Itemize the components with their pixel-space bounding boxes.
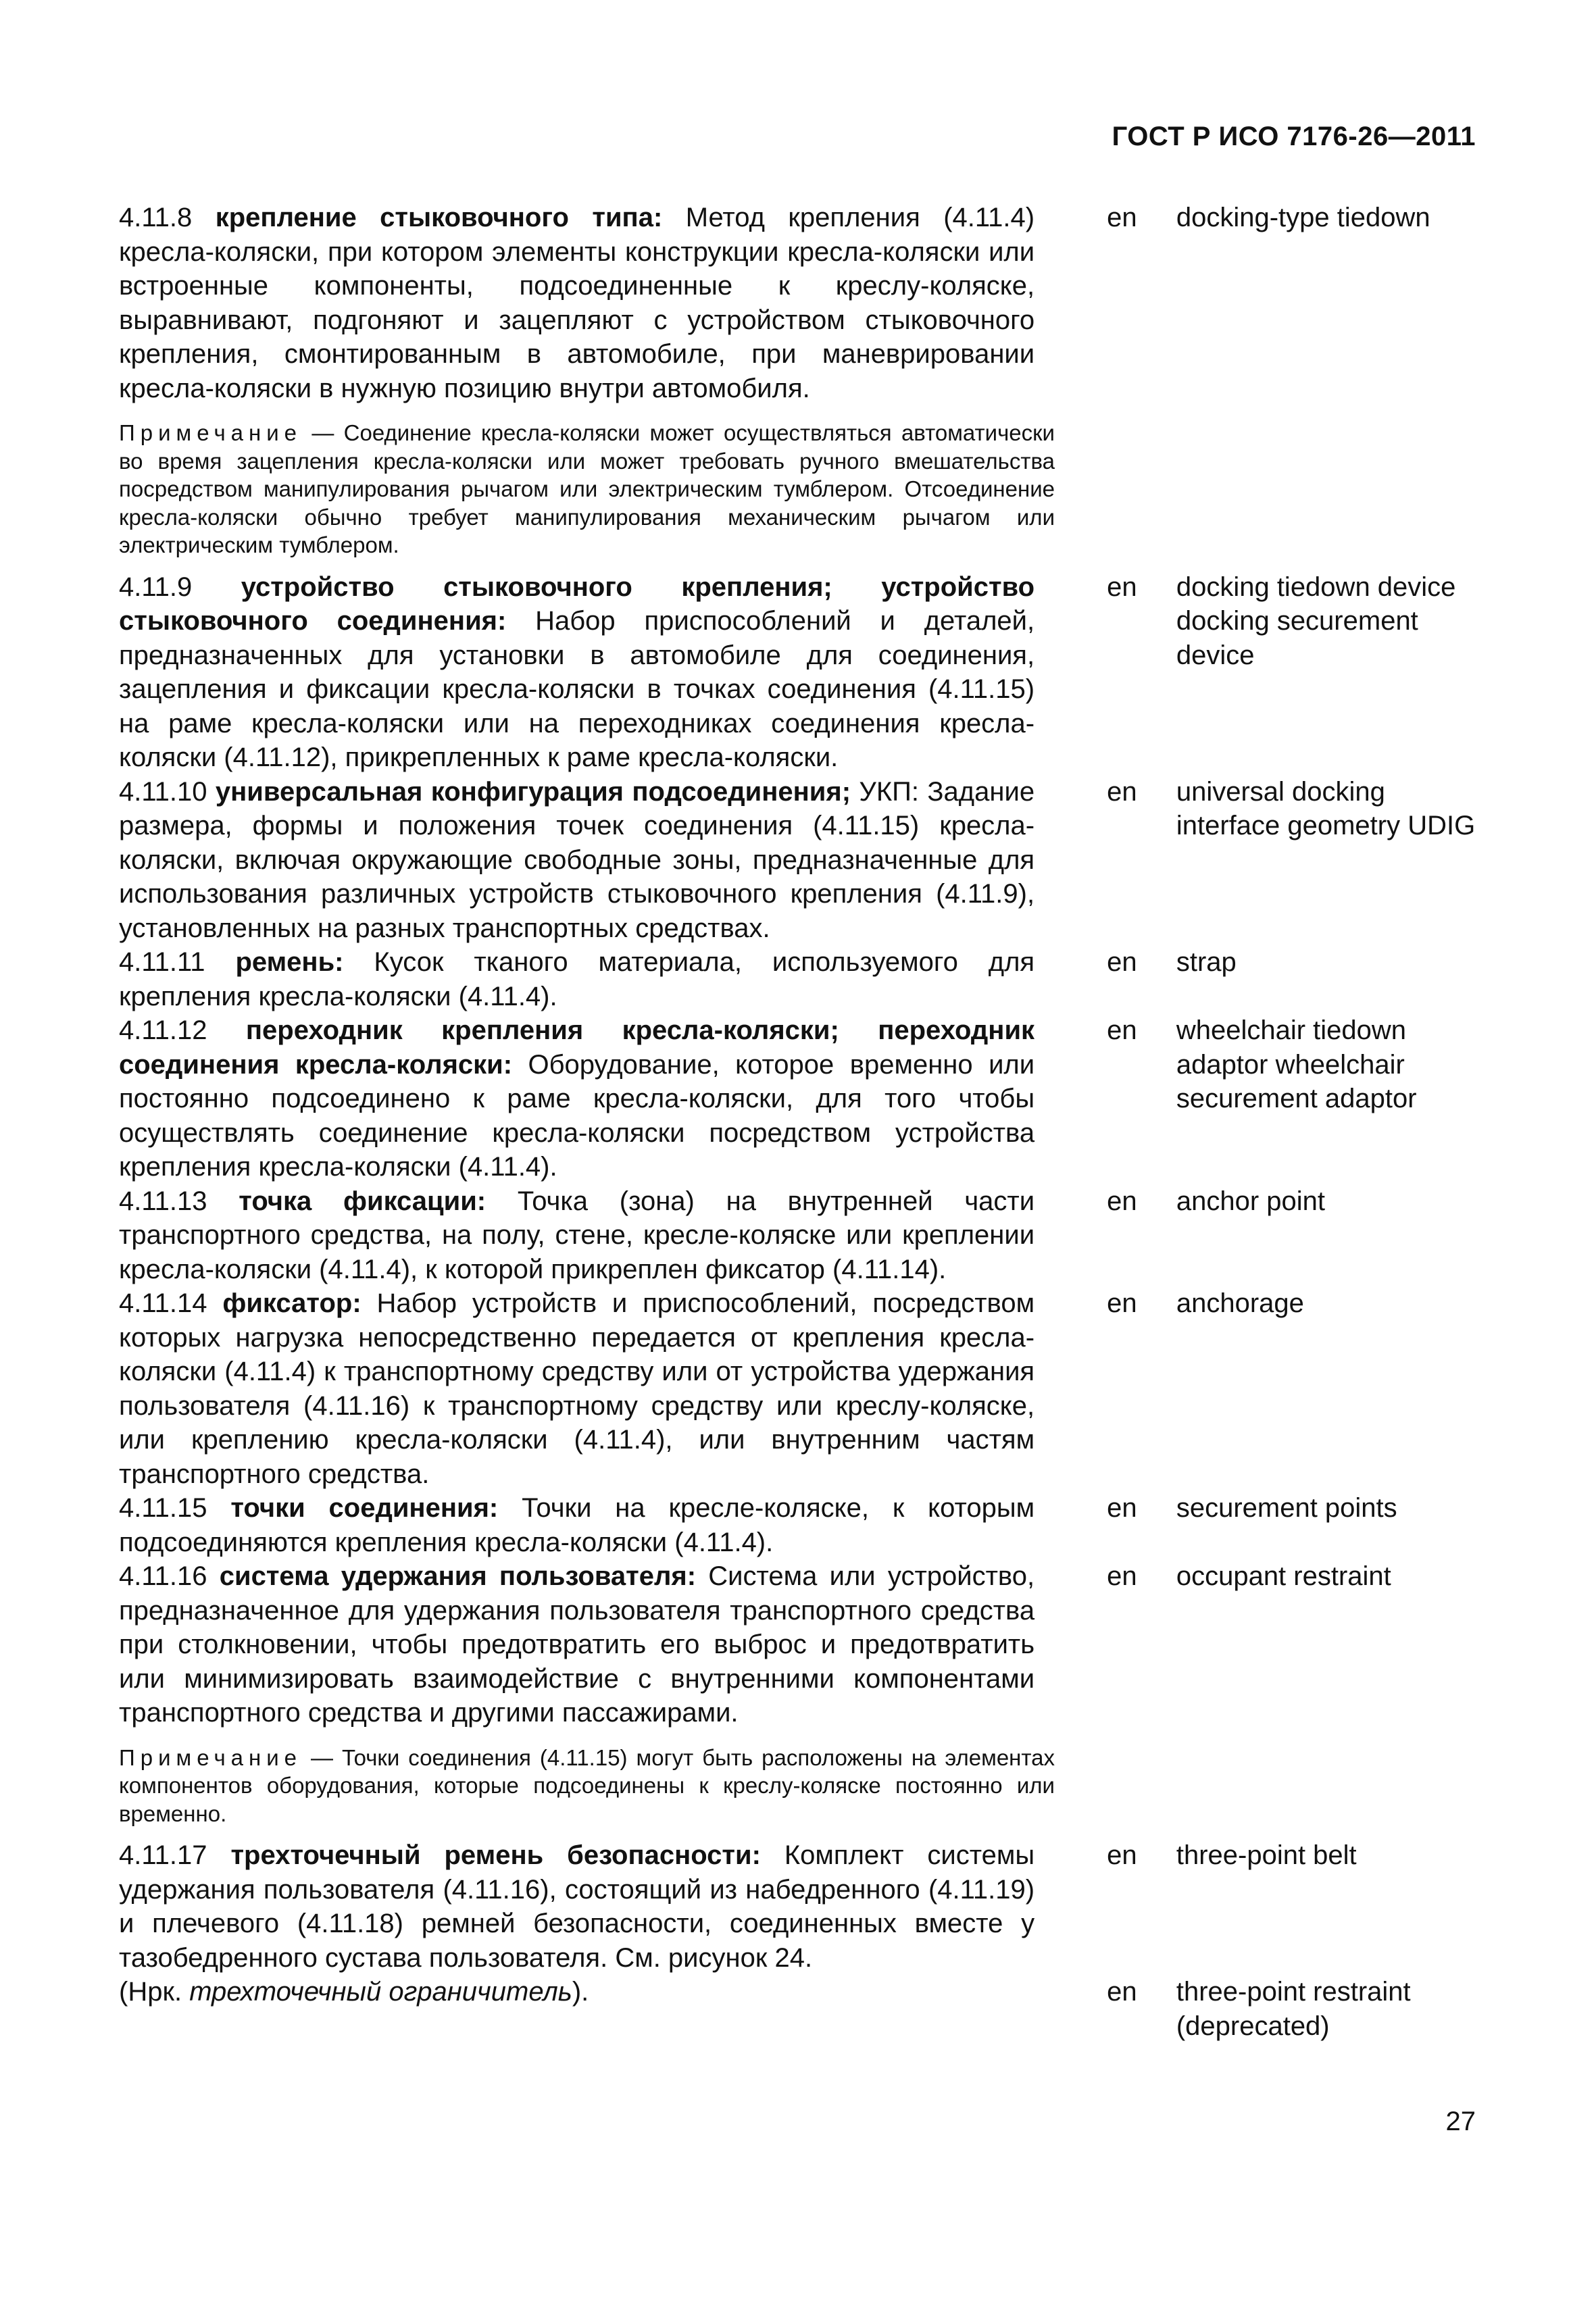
note	[119, 419, 1055, 559]
note-label: Примечание	[119, 420, 303, 445]
language-code: en	[1107, 203, 1137, 232]
deprecated-suffix: ).	[572, 1977, 589, 2007]
term-number: 4.11.11	[119, 947, 205, 977]
deprecated-term-name: трехточечный ограничитель	[189, 1977, 572, 2007]
term-number: 4.11.17	[119, 1840, 207, 1870]
term-definition	[119, 1184, 1034, 1287]
term-text: Точка (зона) на внутренней части транспортного средства, на полу, стене, кресле-коляске или креплении кресла-коляски (4.11.4), к которой прикреплен фиксатор (4.11.14).	[119, 1186, 1035, 1284]
language-code: en	[1107, 1186, 1137, 1216]
term-entry-4-11-14	[119, 1286, 1477, 1491]
language-code: en	[1107, 572, 1137, 602]
term-entry-4-11-17	[119, 1838, 1477, 1975]
term-text: Точки на кресле-коляске, к которым подсоединяются крепления кресла-коляски (4.11.4).	[119, 1493, 1035, 1557]
language-code: en	[1107, 1015, 1137, 1045]
term-entry-4-11-13	[119, 1184, 1477, 1287]
term-text: Кусок тканого материала, используемого для крепления кресла-коляски (4.11.4).	[119, 947, 1035, 1011]
term-text: Система или устройство, предназначенное для удержания пользователя транспортного средства при столкновении, чтобы предотвратить его выброс и предотвратить или минимизировать взаимодействие с внутренними компонентами транспортного средства и другими пассажирами.	[119, 1561, 1035, 1728]
term-definition	[119, 570, 1034, 775]
term-name: система удержания пользователя:	[219, 1561, 697, 1591]
terms-content	[119, 201, 1477, 2043]
language-code: en	[1107, 1840, 1137, 1870]
page-number: 27	[1445, 2107, 1476, 2136]
term-text: Оборудование, которое временно или постоянно подсоединено к раме кресла-коляски, для того чтобы осуществлять соединение кресла-коляски посредством устройства крепления кресла-коляски (4.11.4).	[119, 1049, 1035, 1182]
english-term: docking-type tiedown	[1176, 203, 1430, 232]
note-label: Примечание	[119, 1744, 303, 1770]
language-code: en	[1107, 1493, 1137, 1523]
note-text: — Соединение кресла-коляски может осуществляться автоматически во время зацепления кресла-коляски или может требовать ручного вмешательства посредством манипулирования рычагом или электрическим тумблером. Отсоединение кресла-коляски обычно требует манипулирования механическим рычагом или электрическим тумблером.	[119, 420, 1055, 557]
term-text: Метод крепления (4.11.4) кресла-коляски, при котором элементы конструкции кресла-коляски или встроенные компоненты, подсоединенные к креслу-коляске, выравнивают, подгоняют и зацепляют с устройством стыковочного крепления, смонтированным в автомобиле, при маневрировании кресла-коляски в нужную позицию внутри автомобиля.	[119, 203, 1035, 403]
term-entry-4-11-9	[119, 570, 1477, 775]
english-term: occupant restraint	[1176, 1561, 1391, 1591]
term-name: переходник крепления кресла-коляски; переходник соединения кресла-коляски:	[119, 1015, 1035, 1080]
term-entry-4-11-12	[119, 1013, 1477, 1184]
term-number: 4.11.12	[119, 1015, 207, 1045]
term-entry-4-11-16	[119, 1559, 1477, 1730]
english-term: anchor point	[1176, 1186, 1325, 1216]
document-id: ГОСТ Р ИСО 7176-26—2011	[1112, 122, 1476, 151]
term-name: фиксатор:	[222, 1288, 361, 1318]
term-text: Набор устройств и приспособлений, посредством которых нагрузка непосредственно передается от крепления кресла-коляски (4.11.4) к транспортному средству или от устройства удержания пользователя (4.11.16) к транспортному средству или креслу-коляске, или креплению кресла-коляски (4.11.4), или внутренним частям транспортного средства.	[119, 1288, 1035, 1489]
deprecated-term-entry	[119, 1975, 1477, 2043]
english-term: three-point restraint (deprecated)	[1176, 1977, 1411, 2041]
term-definition	[119, 1286, 1034, 1491]
term-number: 4.11.14	[119, 1288, 207, 1318]
english-term: strap	[1176, 947, 1237, 977]
term-number: 4.11.13	[119, 1186, 207, 1216]
term-text: Комплект системы удержания пользователя (4.11.16), состоящий из набедренного (4.11.19) и плечевого (4.11.18) ремней безопасности, соединенных вместе у тазобедренного сустава пользователя. См. рисунок 24.	[119, 1840, 1035, 1973]
language-code: en	[1107, 776, 1137, 807]
term-name: устройство стыковочного крепления; устройство стыковочного соединения:	[119, 572, 1035, 636]
note	[119, 1744, 1055, 1828]
term-definition	[119, 1838, 1034, 1975]
english-term: wheelchair tiedown adaptor wheelchair securement adaptor	[1176, 1015, 1417, 1113]
term-definition	[119, 945, 1034, 1013]
english-term: securement points	[1176, 1493, 1397, 1523]
english-term: docking tiedown device docking securement device	[1176, 572, 1456, 670]
term-name: трехточечный ремень безопасности:	[230, 1840, 761, 1870]
term-number: 4.11.9	[119, 572, 193, 602]
term-number: 4.11.10	[119, 776, 207, 807]
language-code: en	[1107, 1288, 1137, 1318]
term-entry-4-11-10	[119, 775, 1477, 946]
term-name: крепление стыковочного типа:	[215, 203, 663, 232]
term-entry-4-11-8	[119, 201, 1477, 405]
note-text: — Точки соединения (4.11.15) могут быть расположены на элементах компонентов оборудования, которые подсоединены к креслу-коляске постоянно или временно.	[119, 1744, 1055, 1826]
term-entry-4-11-11	[119, 945, 1477, 1013]
term-number: 4.11.8	[119, 203, 193, 232]
term-entry-4-11-15	[119, 1491, 1477, 1559]
term-name: точка фиксации:	[239, 1186, 487, 1216]
deprecated-prefix: (Нрк.	[119, 1977, 190, 2007]
term-name: ремень:	[235, 947, 344, 977]
term-definition	[119, 1013, 1034, 1184]
term-definition	[119, 1491, 1034, 1559]
term-definition	[119, 201, 1034, 405]
term-definition	[119, 775, 1034, 946]
english-term: universal docking interface geometry UDIG	[1176, 776, 1476, 840]
term-name: точки соединения:	[230, 1493, 499, 1523]
term-name: универсальная конфигурация подсоединения;	[215, 776, 851, 807]
term-number: 4.11.15	[119, 1493, 207, 1523]
deprecated-term	[119, 1975, 1034, 2043]
language-code: en	[1107, 1977, 1137, 2007]
term-definition	[119, 1559, 1034, 1730]
term-number: 4.11.16	[119, 1561, 207, 1591]
english-term: three-point belt	[1176, 1840, 1357, 1870]
term-text: Набор приспособлений и деталей, предназначенных для установки в автомобиле для соединения, зацепления и фиксации кресла-коляски в точках соединения (4.11.15) на раме кресла-коляски или на переходниках соединения кресла-коляски (4.11.12), прикрепленных к раме кресла-коляски.	[119, 606, 1035, 772]
language-code: en	[1107, 1561, 1137, 1591]
english-term: anchorage	[1176, 1288, 1304, 1318]
language-code: en	[1107, 947, 1137, 977]
term-text: УКП: Задание размера, формы и положения точек соединения (4.11.15) кресла-коляски, включая окружающие свободные зоны, предназначенные для использования различных устройств стыковочного крепления (4.11.9), установленных на разных транспортных средствах.	[119, 776, 1035, 943]
